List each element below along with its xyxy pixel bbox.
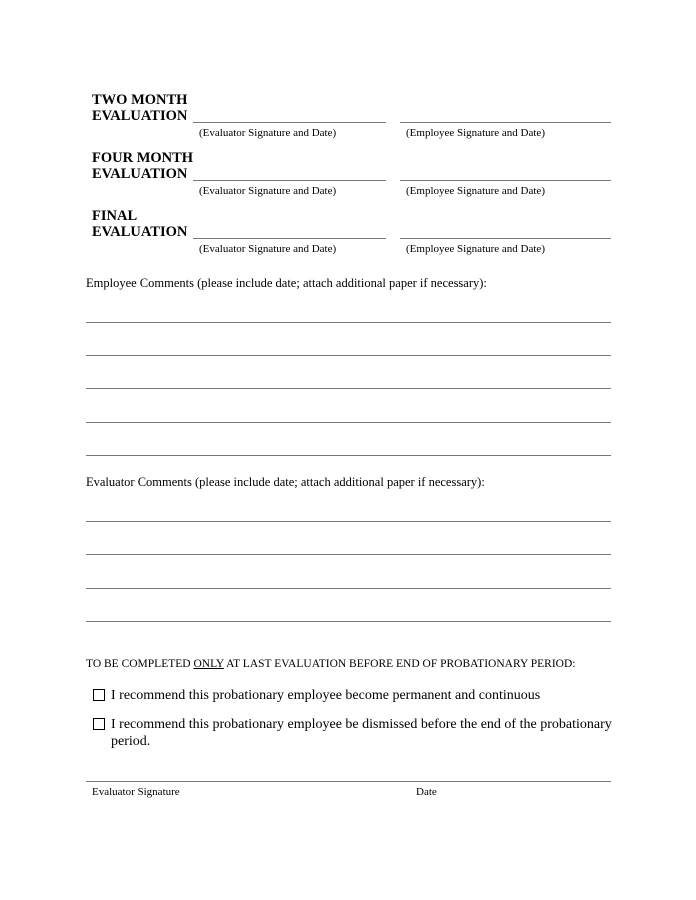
employee-signature-caption: (Employee Signature and Date): [406, 185, 545, 197]
recommend-dismiss-option[interactable]: [93, 716, 613, 750]
eval-title-line1: FINAL: [92, 208, 138, 224]
evaluator-comment-line[interactable]: [86, 588, 611, 589]
evaluator-signature-caption: Evaluator Signature: [92, 786, 180, 798]
eval-title: [92, 92, 202, 124]
employee-signature-caption: (Employee Signature and Date): [406, 243, 545, 255]
checkbox-permanent[interactable]: [93, 689, 105, 701]
evaluator-signature-line[interactable]: [193, 238, 386, 239]
date-caption: Date: [416, 786, 437, 798]
employee-signature-line[interactable]: [400, 238, 611, 239]
evaluator-comments-label: Evaluator Comments (please include date; attach additional paper if necessary):: [86, 475, 485, 489]
notice-text: AT LAST EVALUATION BEFORE END OF PROBATIONARY PERIOD:: [223, 658, 576, 670]
evaluator-signature-caption: (Evaluator Signature and Date): [199, 185, 337, 197]
checkbox-dismiss[interactable]: [93, 718, 105, 730]
evaluator-signature-caption: (Evaluator Signature and Date): [199, 243, 337, 255]
evaluator-comment-line[interactable]: [86, 521, 611, 522]
eval-title: [92, 150, 202, 182]
evaluator-signature-line[interactable]: [193, 180, 386, 181]
employee-comment-line[interactable]: [86, 455, 611, 456]
employee-comment-line[interactable]: [86, 422, 611, 423]
employee-signature-line[interactable]: [400, 122, 611, 123]
employee-comments-label: Employee Comments (please include date; attach additional paper if necessary):: [86, 276, 487, 290]
completion-notice: [86, 658, 575, 670]
evaluator-comment-line[interactable]: [86, 554, 611, 555]
eval-title-line1: FOUR MONTH: [92, 150, 194, 166]
eval-title-line2: EVALUATION: [92, 224, 188, 240]
option-label: I recommend this probationary employee become permanent and continuous: [111, 688, 541, 703]
employee-signature-caption: (Employee Signature and Date): [406, 127, 545, 139]
employee-comment-line[interactable]: [86, 322, 611, 323]
notice-text: TO BE COMPLETED: [86, 658, 194, 670]
eval-title-line2: EVALUATION: [92, 108, 188, 124]
final-signature-line[interactable]: [86, 781, 611, 782]
notice-emphasis: ONLY: [193, 658, 224, 670]
option-label: I recommend this probationary employee be dismissed before the end of the probationary period.: [111, 717, 612, 749]
evaluator-signature-line[interactable]: [193, 122, 386, 123]
recommend-permanent-option[interactable]: [93, 687, 613, 704]
eval-title-line1: TWO MONTH: [92, 92, 188, 108]
evaluator-signature-caption: (Evaluator Signature and Date): [199, 127, 337, 139]
employee-comment-line[interactable]: [86, 388, 611, 389]
employee-signature-line[interactable]: [400, 180, 611, 181]
eval-title: [92, 208, 202, 240]
eval-title-line2: EVALUATION: [92, 166, 188, 182]
evaluator-comment-line[interactable]: [86, 621, 611, 622]
employee-comment-line[interactable]: [86, 355, 611, 356]
